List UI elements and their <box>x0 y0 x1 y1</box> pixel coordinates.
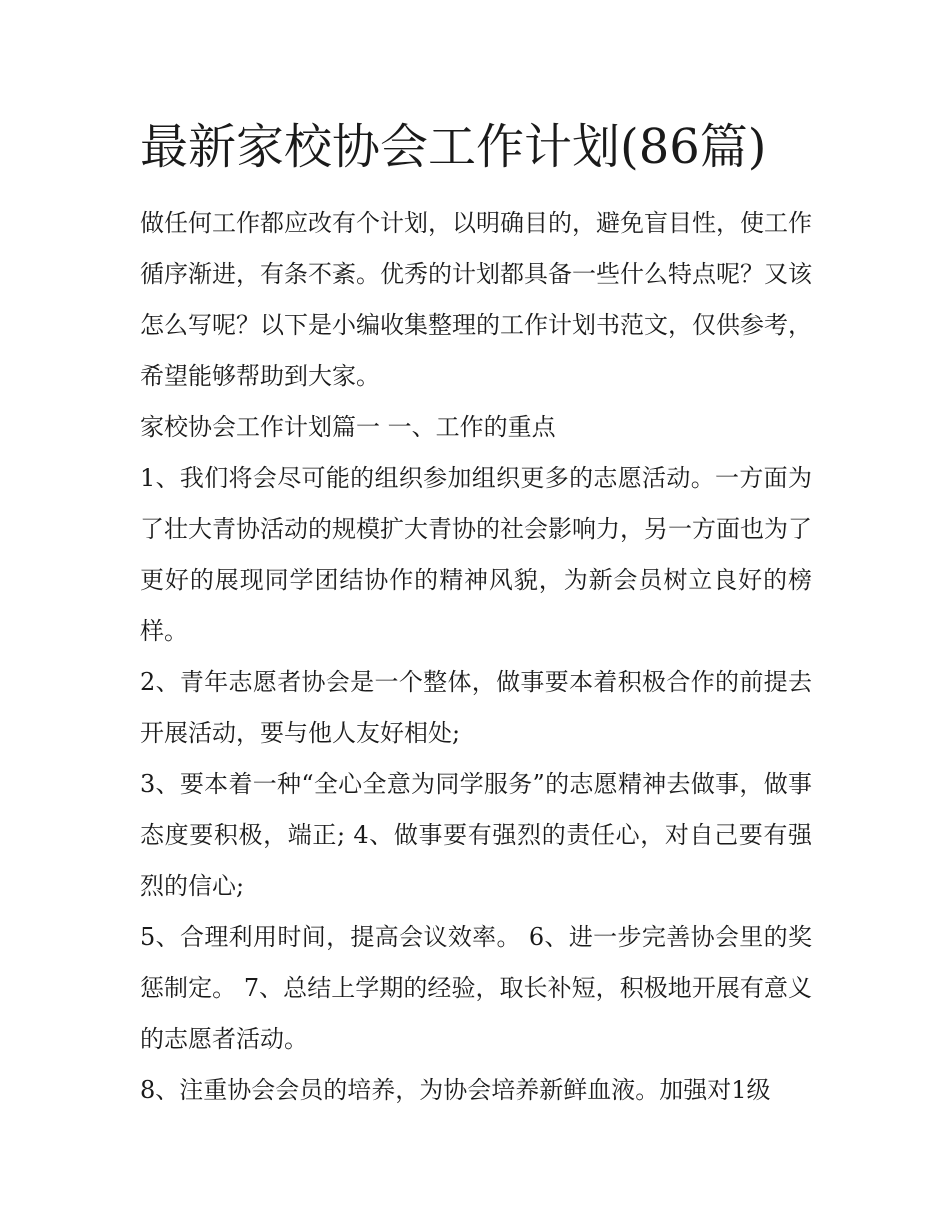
list-item-5-7: 5、合理利用时间，提高会议效率。 6、进一步完善协会里的奖惩制定。 7、总结上学期的经验，取长补短，积极地开展有意义的志愿者活动。 <box>140 923 812 1053</box>
list-item-1: 1、我们将会尽可能的组织参加组织更多的志愿活动。一方面为了壮大青协活动的规模扩大青协的社会影响力，另一方面也为了更好的展现同学团结协作的精神风貌，为新会员树立良好的榜样。 <box>140 464 812 645</box>
list-item-3-4: 3、要本着一种“全心全意为同学服务”的志愿精神去做事，做事态度要积极，端正; 4、做事要有强烈的责任心，对自己要有强烈的信心; <box>140 770 812 900</box>
section-heading: 家校协会工作计划篇一 一、工作的重点 <box>140 413 556 441</box>
list-item-8: 8、注重协会会员的培养，为协会培养新鲜血液。加强对1级 <box>140 1076 771 1104</box>
document-title: 最新家校协会工作计划(86篇) <box>140 119 767 175</box>
intro-paragraph: 做任何工作都应改有个计划，以明确目的，避免盲目性，使工作循序渐进，有条不紊。优秀的计划都具备一些什么特点呢？又该怎么写呢？以下是小编收集整理的工作计划书范文，仅供参考，希望能够帮助到大家。 <box>140 209 812 390</box>
list-item-2: 2、青年志愿者协会是一个整体，做事要本着积极合作的前提去开展活动，要与他人友好相处; <box>140 668 812 747</box>
document-body <box>140 114 812 1116</box>
